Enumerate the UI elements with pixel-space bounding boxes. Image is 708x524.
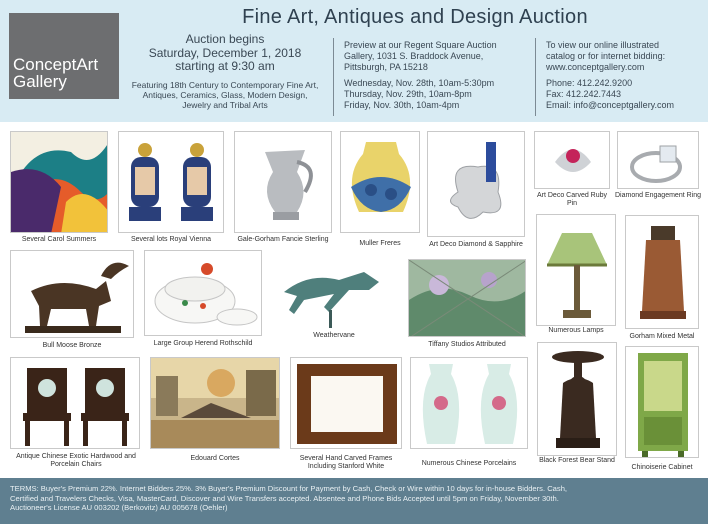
item-caption: Bull Moose Bronze [42, 342, 102, 349]
item-caption: Chinoiserie Cabinet [631, 464, 693, 471]
muller-freres-vase-image[interactable] [340, 131, 420, 233]
terms-line: TERMS: Buyer's Premium 22%. Internet Bidders 25%. 3% Buyer's Premium Discount for Payment by Cash, Check or Wire within 10 days for in-house Bidders. Cash, [10, 484, 568, 493]
divider [535, 38, 536, 116]
website-link[interactable]: www.conceptgallery.com [546, 62, 645, 72]
terms-line: Certified and Travelers Checks, Visa, MasterCard, Discover and Wire Transfers accepted. Absentee and Phone Bids Accepted until 5pm on Friday, November 30th. [10, 493, 559, 503]
phone-number: Phone: 412.242.9200 [546, 78, 633, 88]
auction-start-time: starting at 9:30 am [175, 59, 275, 73]
tiffany-studios-window-image[interactable] [408, 259, 526, 337]
item-caption: Art Deco Carved Ruby Pin [536, 192, 608, 207]
herend-rothschild-image[interactable] [144, 250, 262, 336]
item-caption: Antique Chinese Exotic Hardwood and Porcelain Chairs [16, 453, 136, 468]
terms-footer [0, 478, 708, 524]
bull-moose-bronze-image[interactable] [10, 250, 134, 338]
preview-info [344, 40, 524, 111]
item-caption: Several Hand Carved Frames Including Stanford White [299, 455, 393, 470]
carol-summers-print-image[interactable] [10, 131, 108, 233]
chinese-porcelains-image[interactable] [410, 357, 528, 449]
item-caption: Diamond Engagement Ring [615, 192, 701, 199]
logo-word-art: Art [76, 55, 99, 74]
diamond-sapphire-brooch-image[interactable] [427, 131, 525, 237]
carved-frame-image[interactable] [290, 357, 402, 449]
concept-art-gallery-logo[interactable] [9, 13, 119, 99]
item-caption: Art Deco Diamond & Sapphire [429, 241, 523, 248]
weathervane-image[interactable] [269, 252, 399, 330]
sterling-pitcher-image[interactable] [234, 131, 332, 233]
item-caption: Edouard Cortes [190, 455, 240, 462]
auction-info [130, 33, 320, 110]
preview-line: Pittsburgh, PA 15218 [344, 62, 428, 72]
auction-begins-label: Auction begins [185, 32, 265, 46]
catalog-note: To view our online illustrated [546, 40, 660, 50]
preview-hours: Wednesday, Nov. 28th, 10am-5:30pm [344, 78, 495, 88]
item-caption: Several Carol Summers [21, 236, 97, 243]
item-caption: Numerous Lamps [548, 327, 604, 334]
page-title: Fine Art, Antiques and Design Auction [242, 6, 588, 28]
item-caption: Weathervane [313, 332, 355, 339]
preview-line: Preview at our Regent Square Auction [344, 40, 497, 50]
item-caption: Gorham Mixed Metal [629, 333, 695, 340]
black-forest-bear-image[interactable] [537, 342, 617, 456]
catalog-note: catalog or for internet bidding: [546, 51, 666, 61]
item-caption: Several lots Royal Vienna [130, 236, 212, 243]
royal-vienna-urns-image[interactable] [118, 131, 224, 233]
logo-word-gallery: Gallery [13, 72, 67, 91]
auction-date: Saturday, December 1, 2018 [148, 45, 302, 60]
item-caption: Muller Freres [359, 240, 401, 247]
item-caption: Black Forest Bear Stand [539, 457, 615, 464]
item-caption: Gale-Gorham Fancie Sterling [237, 236, 329, 243]
license-line: Auctioneer's License AU 003202 (Berkovitz) AU 005678 (Oehler) [10, 503, 228, 512]
logo-word-concept: Concept [13, 55, 77, 74]
email-link[interactable]: Email: info@conceptgallery.com [546, 100, 675, 110]
contact-info [546, 40, 704, 111]
auction-description: Featuring 18th Century to Contemporary Fine Art, Antiques, Ceramics, Glass, Modern Design, Jewelry and Tribal Arts [131, 79, 319, 110]
edouard-cortes-painting-image[interactable] [150, 357, 280, 449]
chinoiserie-cabinet-image[interactable] [625, 346, 699, 458]
preview-hours: Thursday, Nov. 29th, 10am-8pm [344, 89, 472, 99]
header-band [0, 0, 708, 122]
engagement-ring-image[interactable] [617, 131, 699, 189]
preview-hours: Friday, Nov. 30th, 10am-4pm [344, 100, 460, 110]
preview-line: Gallery, 1031 S. Braddock Avenue, [344, 51, 484, 61]
divider [333, 38, 334, 116]
item-caption: Tiffany Studios Attributed [428, 341, 506, 348]
chinese-chairs-image[interactable] [10, 357, 140, 449]
fax-number: Fax: 412.242.7443 [546, 89, 622, 99]
gorham-mixed-metal-image[interactable] [625, 215, 699, 329]
lamp-image[interactable] [536, 214, 616, 326]
item-caption: Large Group Herend Rothschild [153, 340, 253, 347]
ruby-pin-image[interactable] [534, 131, 610, 189]
item-caption: Numerous Chinese Porcelains [421, 460, 517, 467]
